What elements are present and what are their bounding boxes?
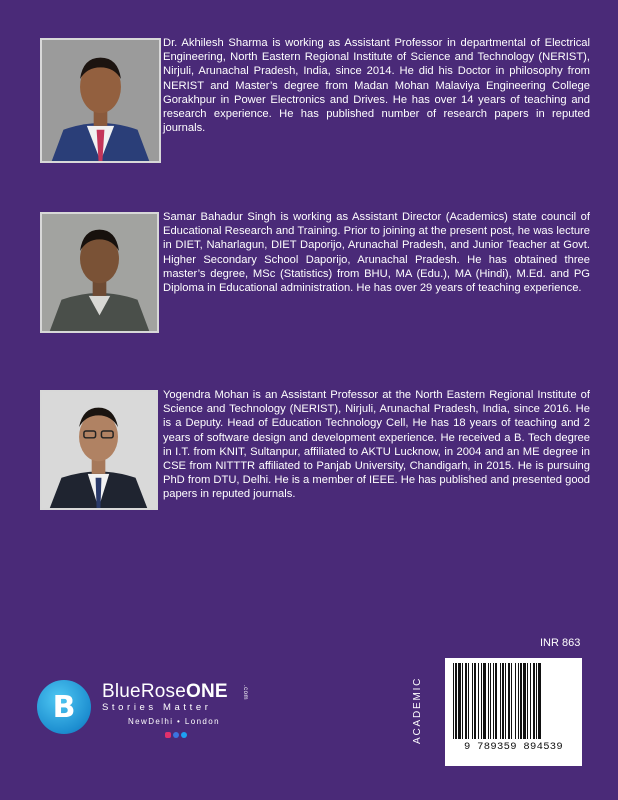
barcode-bar bbox=[483, 663, 486, 739]
barcode-bar bbox=[455, 663, 457, 739]
barcode-bar bbox=[508, 663, 510, 739]
author-photo-3 bbox=[40, 390, 158, 510]
barcode-bar bbox=[515, 663, 516, 739]
barcode-bar bbox=[465, 663, 467, 739]
barcode-bar bbox=[500, 663, 501, 739]
barcode-bar bbox=[493, 663, 494, 739]
isbn-number: 9 789359 894539 bbox=[463, 741, 563, 753]
price-label: INR 863 bbox=[540, 637, 581, 649]
barcode-bar bbox=[458, 663, 461, 739]
publisher-location: NewDelhi • London bbox=[128, 717, 220, 726]
barcode-bar bbox=[536, 663, 537, 739]
barcode-bar bbox=[520, 663, 522, 739]
genre-label: ACADEMIC bbox=[412, 676, 423, 744]
barcode-bar bbox=[523, 663, 526, 739]
publisher-tagline: Stories Matter bbox=[102, 702, 212, 713]
barcode-bar bbox=[527, 663, 528, 739]
barcode-bar bbox=[481, 663, 482, 739]
publisher-dotcom: .com bbox=[242, 685, 248, 701]
barcode-bar bbox=[505, 663, 506, 739]
barcode-bar bbox=[530, 663, 531, 739]
author-photo-2 bbox=[40, 212, 159, 333]
barcode bbox=[445, 658, 582, 766]
barcode-bar bbox=[468, 663, 469, 739]
author-photo-1 bbox=[40, 38, 161, 163]
social-icons bbox=[165, 732, 187, 738]
barcode-bar bbox=[533, 663, 535, 739]
author-bio-text-2: Samar Bahadur Singh is working as Assistant Director (Academics) state council of Educational Research and Training. Prior to joining at the present post, he was lecture in DIET, Naharlagun, DIET Daporijo, Arunachal Pradesh, and Junior Teacher at Govt. Higher Secondary School Daporijo, Arunachal Pradesh. He has obtained three master’s degree, MSc (Statistics) from BHU, MA (Edu.), MA (Hindi), M.Ed. and PG Diploma in Educational administration. He has over 29 years of teaching experience. bbox=[163, 211, 590, 295]
barcode-bar bbox=[495, 663, 497, 739]
barcode-bar bbox=[478, 663, 479, 739]
barcode-bar bbox=[462, 663, 463, 739]
facebook-icon bbox=[173, 732, 179, 738]
publisher-logo-icon bbox=[37, 680, 91, 734]
instagram-icon bbox=[165, 732, 171, 738]
publisher-name-part2: ONE bbox=[185, 681, 228, 702]
author-bio-text-3: Yogendra Mohan is an Assistant Professor at the North Eastern Regional Institute of Science and Technology (NERIST), Nirjuli, Arunachal Pradesh, India, since 2016. He is a Deputy. Head of Education Technology Cell, He has 18 years of teaching and 2 years of software design and development experience. He received a B. Tech degree in I.T. from KNIT, Sultanpur, affiliated to AKTU Lucknow, in 2004 and an ME degree in CSE from NITTTR affiliated to Panjab University, Chandigarh, in 2015. He is pursuing PhD from DTU, Delhi. He is a member of IEEE. He has published and presented good papers in reputed journals. bbox=[163, 389, 590, 501]
twitter-icon bbox=[181, 732, 187, 738]
barcode-bar bbox=[474, 663, 476, 739]
publisher-website: www.BlueRoseOne.com bbox=[446, 755, 544, 764]
barcode-bar bbox=[502, 663, 504, 739]
barcode-bar bbox=[472, 663, 473, 739]
publisher-name-part1: BlueRose bbox=[102, 681, 186, 702]
barcode-bar bbox=[538, 663, 541, 739]
barcode-bar bbox=[488, 663, 489, 739]
barcode-bars bbox=[451, 663, 576, 739]
barcode-bar bbox=[518, 663, 519, 739]
barcode-bar bbox=[490, 663, 491, 739]
author-bio-text-1: Dr. Akhilesh Sharma is working as Assistant Professor in departmental of Electrical Engineering, North Eastern Regional Institute of Science and Technology (NERIST), Nirjuli, Arunachal Pradesh, India, since 2014. He did his Doctor in philosophy from NERIST and Master’s degree from Madan Mohan Malaviya Engineering College Gorakhpur in Power Electronics and Drives. He has over 14 years of teaching and research experience. He has published number of research papers in reputed journals. bbox=[163, 37, 590, 135]
barcode-bar bbox=[511, 663, 512, 739]
publisher-logo-letter: B bbox=[52, 689, 76, 725]
barcode-bar bbox=[453, 663, 454, 739]
publisher-name bbox=[102, 681, 228, 703]
